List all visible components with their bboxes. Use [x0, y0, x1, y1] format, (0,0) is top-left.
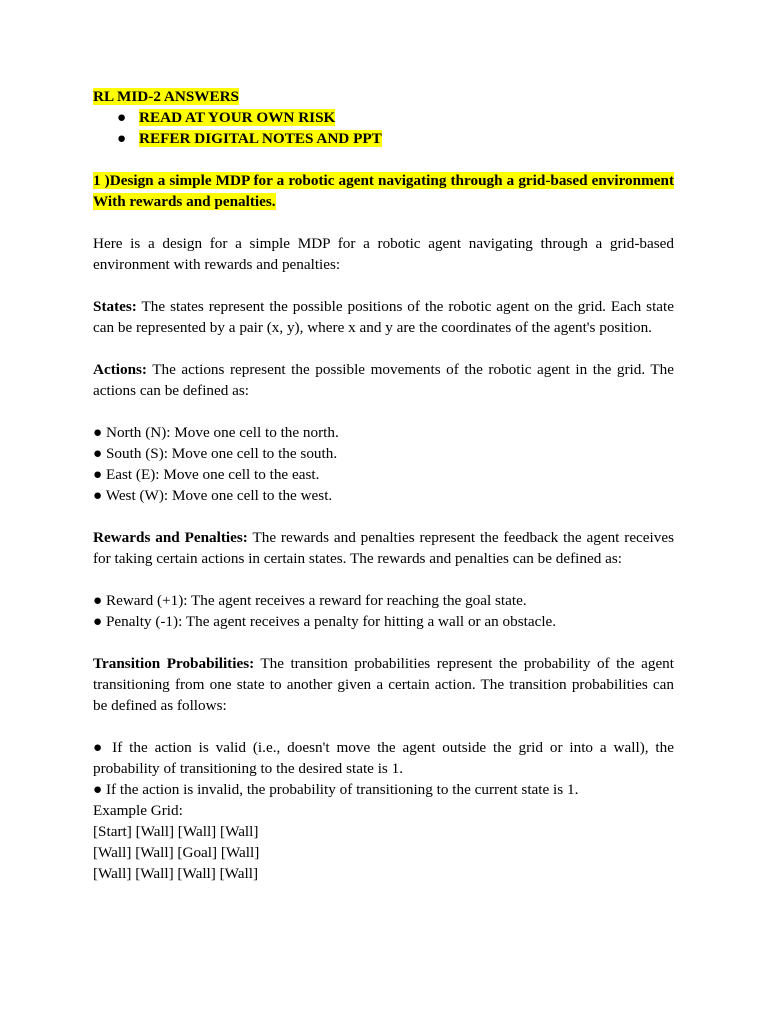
- spacer: [93, 569, 674, 590]
- spacer: [93, 212, 674, 233]
- note-text: READ AT YOUR OWN RISK: [139, 109, 336, 126]
- note-text: REFER DIGITAL NOTES AND PPT: [139, 130, 382, 147]
- action-list-item: ● North (N): Move one cell to the north.: [93, 424, 339, 441]
- reward-list-item: ● Reward (+1): The agent receives a reward for reaching the goal state.: [93, 592, 527, 609]
- actions-paragraph: [93, 359, 674, 401]
- transitions-text: The transition probabilities represent the probability of the agent transitioning from one state to another given a certain action. The transition probabilities can be defined as follows:: [93, 655, 674, 714]
- rewards-paragraph: [93, 527, 674, 569]
- spacer: [93, 275, 674, 296]
- states-paragraph: [93, 296, 674, 338]
- example-grid-row: [Wall] [Wall] [Wall] [Wall]: [93, 865, 259, 882]
- action-list-item: ● East (E): Move one cell to the east.: [93, 466, 320, 483]
- note-item: [93, 128, 674, 149]
- question-heading: [93, 170, 674, 212]
- spacer: [93, 716, 674, 737]
- actions-label: Actions:: [93, 361, 147, 378]
- spacer: [93, 401, 674, 422]
- actions-text: The actions represent the possible movements of the robotic agent in the grid. The actions can be defined as:: [93, 361, 674, 399]
- spacer: [93, 632, 674, 653]
- spacer: [93, 506, 674, 527]
- doc-title: [93, 86, 674, 107]
- spacer: [93, 149, 674, 170]
- rewards-text: The rewards and penalties represent the feedback the agent receives for taking certain actions in certain states. The rewards and penalties can be defined as:: [93, 529, 675, 567]
- action-list-item: ● West (W): Move one cell to the west.: [93, 487, 333, 504]
- rewards-label: Rewards and Penalties:: [93, 529, 248, 546]
- spacer: [93, 338, 674, 359]
- note-item: [93, 107, 674, 128]
- question-text: 1 )Design a simple MDP for a robotic agent navigating through a grid-based environment With rewards and penalties.: [93, 172, 674, 210]
- example-grid-row: [Start] [Wall] [Wall] [Wall]: [93, 823, 259, 840]
- transitions-label: Transition Probabilities:: [93, 655, 255, 672]
- bullet-icon: ●: [117, 130, 127, 147]
- reward-list-item: ● Penalty (-1): The agent receives a penalty for hitting a wall or an obstacle.: [93, 613, 557, 630]
- states-label: States:: [93, 298, 137, 315]
- transition-list-item: ● If the action is valid (i.e., doesn't move the agent outside the grid or into a wall), the probability of transitioning to the desired state is 1.: [93, 739, 674, 777]
- example-grid-label: Example Grid:: [93, 802, 183, 819]
- example-grid-row: [Wall] [Wall] [Goal] [Wall]: [93, 844, 260, 861]
- intro-paragraph: Here is a design for a simple MDP for a robotic agent navigating through a grid-based environment with rewards and penalties:: [93, 235, 674, 273]
- action-list-item: ● South (S): Move one cell to the south.: [93, 445, 338, 462]
- doc-title-text: RL MID-2 ANSWERS: [93, 88, 239, 105]
- transition-list-item: ● If the action is invalid, the probability of transitioning to the current state is 1.: [93, 781, 579, 798]
- bullet-icon: ●: [117, 109, 127, 126]
- states-text: The states represent the possible positions of the robotic agent on the grid. Each state can be represented by a pair (x, y), where x and y are the coordinates of the agent's position.: [93, 298, 674, 336]
- document-page: [93, 86, 674, 884]
- transitions-paragraph: [93, 653, 674, 716]
